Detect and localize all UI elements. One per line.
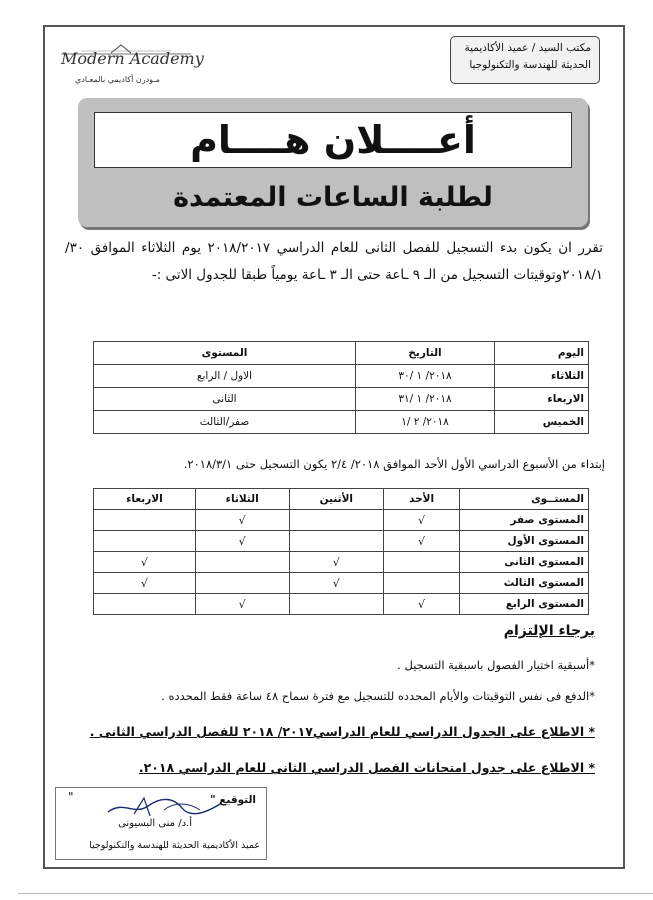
- table-row: [94, 552, 589, 573]
- page-edge-line: [18, 893, 653, 894]
- cell-tuesday: [195, 573, 289, 594]
- weekly-registration-table: [93, 488, 589, 615]
- row-level: الثانى: [94, 388, 356, 411]
- registration-schedule-table: [93, 341, 589, 434]
- academy-logo: [55, 39, 204, 89]
- cell-monday: [289, 531, 384, 552]
- check-mark-icon: √: [238, 597, 246, 611]
- header-level: المستوى: [94, 342, 356, 365]
- header-level: المستــوى: [460, 489, 589, 510]
- cell-sunday: [384, 531, 460, 552]
- header-monday: الأثنين: [289, 489, 384, 510]
- document-sheet: [43, 25, 625, 869]
- office-line-2: الحديثة للهندسة والتكنولوجيا: [469, 59, 591, 71]
- cell-sunday: [384, 510, 460, 531]
- cell-wednesday: [94, 531, 196, 552]
- cell-monday: [289, 552, 384, 573]
- row-level: صفر/الثالث: [94, 411, 356, 434]
- row-date: ٢٠١٨/ ١ /٣١: [356, 388, 495, 411]
- signature-quote: ": [68, 790, 74, 804]
- header-sunday: الأحد: [384, 489, 460, 510]
- check-mark-icon: √: [140, 555, 148, 569]
- row-level: المستوى الرابع: [460, 594, 589, 615]
- table-header-row: [94, 342, 589, 365]
- cell-wednesday: [94, 510, 196, 531]
- signatory-name: أ.د/ منى البسيونى: [118, 818, 192, 829]
- announcement-title: أعــــلان هــــام: [94, 112, 572, 168]
- cell-sunday: [384, 552, 460, 573]
- dean-office-box: [450, 36, 600, 84]
- table-row: [94, 510, 589, 531]
- header-wednesday: الاربعاء: [94, 489, 196, 510]
- row-date: ٢٠١٨/ ٢ /١: [356, 411, 495, 434]
- headline-banner: [78, 98, 588, 227]
- check-mark-icon: √: [332, 555, 340, 569]
- intro-paragraph: تقرر ان يكون بدء التسجيل للفصل الثانى للعام الدراسي ٢٠١٨/٢٠١٧ يوم الثلاثاء الموافق ٣٠/ ٢٠١٨/١وتوقيتات التسجيل من الـ ٩ ـاعة حتى الـ ٣ ـاعة يومياً طبقا للجدول الاتى :-: [65, 240, 603, 283]
- row-date: ٢٠١٨/ ١ /٣٠: [356, 365, 495, 388]
- check-mark-icon: √: [418, 534, 426, 548]
- row-day: الاربعاء: [495, 388, 589, 411]
- check-mark-icon: √: [418, 597, 426, 611]
- table-row: [94, 388, 589, 411]
- table-row: [94, 573, 589, 594]
- row-level: المستوى الأول: [460, 531, 589, 552]
- row-level: المستوى الثالث: [460, 573, 589, 594]
- cell-wednesday: [94, 573, 196, 594]
- header-date: التاريخ: [356, 342, 495, 365]
- row-day: الخميس: [495, 411, 589, 434]
- header-day: اليوم: [495, 342, 589, 365]
- handwritten-signature: [104, 794, 224, 820]
- cell-wednesday: [94, 552, 196, 573]
- row-day: الثلاثاء: [495, 365, 589, 388]
- cell-sunday: [384, 573, 460, 594]
- cell-monday: [289, 573, 384, 594]
- cell-tuesday: [195, 552, 289, 573]
- row-level: المستوى الثانى: [460, 552, 589, 573]
- week-registration-note: إبتداء من الأسبوع الدراسي الأول الأحد الموافق ٢٠١٨/ ٢/٤ يكون التسجيل حتى ٢٠١٨/٣/١.: [183, 457, 605, 471]
- check-mark-icon: √: [140, 576, 148, 590]
- commitment-item: * الاطلاع على الجدول الدراسي للعام الدراسي٢٠١٧/ ٢٠١٨ للفصل الدراسي الثانى .: [89, 724, 595, 739]
- logo-text: Modern Academy: [61, 49, 204, 68]
- cell-monday: [289, 594, 384, 615]
- cell-monday: [289, 510, 384, 531]
- check-mark-icon: √: [332, 576, 340, 590]
- row-level: المستوى صفر: [460, 510, 589, 531]
- table-row: [94, 411, 589, 434]
- logo-subtitle: مـودرن أكاديمي بالمعـادي: [75, 75, 160, 84]
- commitment-item: *الدفع فى نفس التوقيتات والأيام المحدده للتسجيل مع فترة سماح ٤٨ ساعة فقط المحدده .: [161, 689, 595, 703]
- signature-box: [55, 787, 267, 860]
- table-row: [94, 531, 589, 552]
- cell-wednesday: [94, 594, 196, 615]
- header-tuesday: الثلاثاء: [195, 489, 289, 510]
- commitment-item: *أسبقية اختيار الفصول باسبقية التسجيل .: [397, 658, 595, 672]
- cell-tuesday: [195, 510, 289, 531]
- table-row: [94, 365, 589, 388]
- signature-label: التوقيع ": [210, 794, 256, 806]
- announcement-subtitle: لطلبة الساعات المعتمدة: [173, 182, 493, 213]
- commitment-title: برجاء الإلتزام: [503, 623, 595, 639]
- check-mark-icon: √: [238, 534, 246, 548]
- cell-sunday: [384, 594, 460, 615]
- check-mark-icon: √: [418, 513, 426, 527]
- office-line-1: مكتب السيد / عميد الأكاديمية: [464, 42, 591, 54]
- commitment-item: * الاطلاع على جدول امتحانات الفصل الدراسي الثانى للعام الدراسي ٢٠١٨.: [138, 760, 595, 775]
- cell-tuesday: [195, 531, 289, 552]
- check-mark-icon: √: [238, 513, 246, 527]
- table-header-row: [94, 489, 589, 510]
- table-row: [94, 594, 589, 615]
- signatory-role: عميد الأكاديمية الحديثة للهندسة والتكنولوجيا: [89, 840, 260, 851]
- row-level: الاول / الرابع: [94, 365, 356, 388]
- cell-tuesday: [195, 594, 289, 615]
